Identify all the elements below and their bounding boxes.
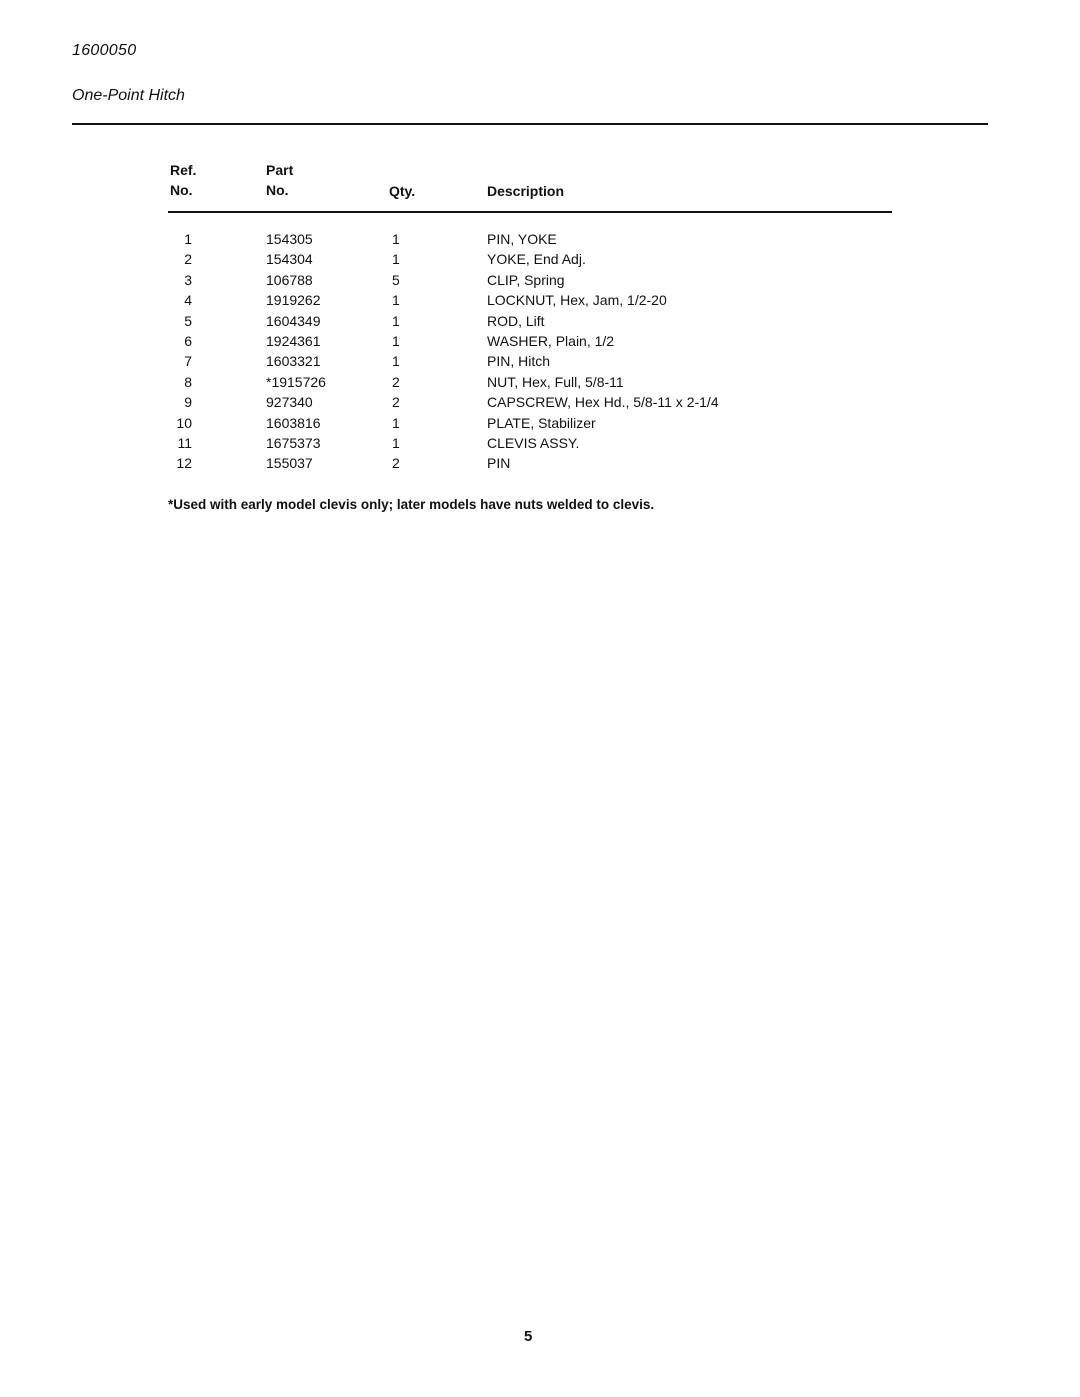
page-title: One-Point Hitch <box>72 87 185 104</box>
ref-number: 4 <box>184 292 192 309</box>
quantity: 1 <box>392 434 400 451</box>
ref-number: 9 <box>184 394 192 411</box>
quantity: 1 <box>392 251 400 268</box>
part-number: 106788 <box>266 271 313 288</box>
ref-number: 5 <box>184 312 192 329</box>
table-row <box>0 413 1080 433</box>
description: YOKE, End Adj. <box>487 251 586 268</box>
part-number: 1603816 <box>266 414 321 431</box>
ref-number: 2 <box>184 251 192 268</box>
doc-number: 1600050 <box>72 42 137 59</box>
ref-number: 10 <box>176 414 192 431</box>
description: ROD, Lift <box>487 312 545 329</box>
part-number: 154304 <box>266 251 313 268</box>
part-number: 1924361 <box>266 332 321 349</box>
ref-number: 8 <box>184 373 192 390</box>
ref-number: 12 <box>176 455 192 472</box>
header-rule <box>168 211 892 213</box>
part-number: 1919262 <box>266 292 321 309</box>
quantity: 2 <box>392 455 400 472</box>
ref-number: 7 <box>184 353 192 370</box>
quantity: 2 <box>392 373 400 390</box>
description: CLIP, Spring <box>487 271 565 288</box>
ref-number: 6 <box>184 332 192 349</box>
table-row <box>0 311 1080 331</box>
description: CLEVIS ASSY. <box>487 434 580 451</box>
table-row <box>0 453 1080 473</box>
quantity: 1 <box>392 332 400 349</box>
ref-number: 11 <box>177 434 192 451</box>
table-row <box>0 249 1080 269</box>
quantity: 1 <box>392 312 400 329</box>
description: PLATE, Stabilizer <box>487 414 596 431</box>
description: CAPSCREW, Hex Hd., 5/8-11 x 2-1/4 <box>487 394 719 411</box>
table-row <box>0 392 1080 412</box>
part-number: 154305 <box>266 231 313 247</box>
ref-number: 1 <box>184 231 192 247</box>
part-number: 155037 <box>266 455 313 472</box>
description: LOCKNUT, Hex, Jam, 1/2-20 <box>487 292 667 309</box>
description: PIN, YOKE <box>487 231 557 247</box>
table-row <box>0 290 1080 310</box>
description: NUT, Hex, Full, 5/8-11 <box>487 373 624 390</box>
parts-list <box>0 229 1080 474</box>
table-row <box>0 331 1080 351</box>
footnote: *Used with early model clevis only; later models have nuts welded to clevis. <box>168 497 655 512</box>
quantity: 2 <box>392 394 400 411</box>
description: PIN <box>487 455 511 472</box>
top-rule <box>72 123 988 125</box>
table-row <box>0 433 1080 453</box>
table-row <box>0 372 1080 392</box>
quantity: 1 <box>392 292 400 309</box>
quantity: 1 <box>392 414 400 431</box>
description: PIN, Hitch <box>487 353 551 370</box>
column-header-qty: Qty. <box>389 183 416 199</box>
page-number: 5 <box>524 1328 533 1345</box>
part-number: 927340 <box>266 394 313 411</box>
column-header-ref: Ref. No. <box>170 162 197 198</box>
description: WASHER, Plain, 1/2 <box>487 332 615 349</box>
quantity: 1 <box>392 231 400 247</box>
part-number: 1604349 <box>266 312 321 329</box>
table-row <box>0 270 1080 290</box>
column-header-part: Part No. <box>266 162 294 198</box>
quantity: 5 <box>392 271 400 288</box>
part-number: 1675373 <box>266 434 321 451</box>
part-number: 1603321 <box>266 353 321 370</box>
quantity: 1 <box>392 353 400 370</box>
column-header-description: Description <box>487 183 565 199</box>
table-row <box>0 351 1080 371</box>
ref-number: 3 <box>184 271 192 288</box>
table-row <box>0 229 1080 249</box>
part-number: *1915726 <box>266 373 326 390</box>
